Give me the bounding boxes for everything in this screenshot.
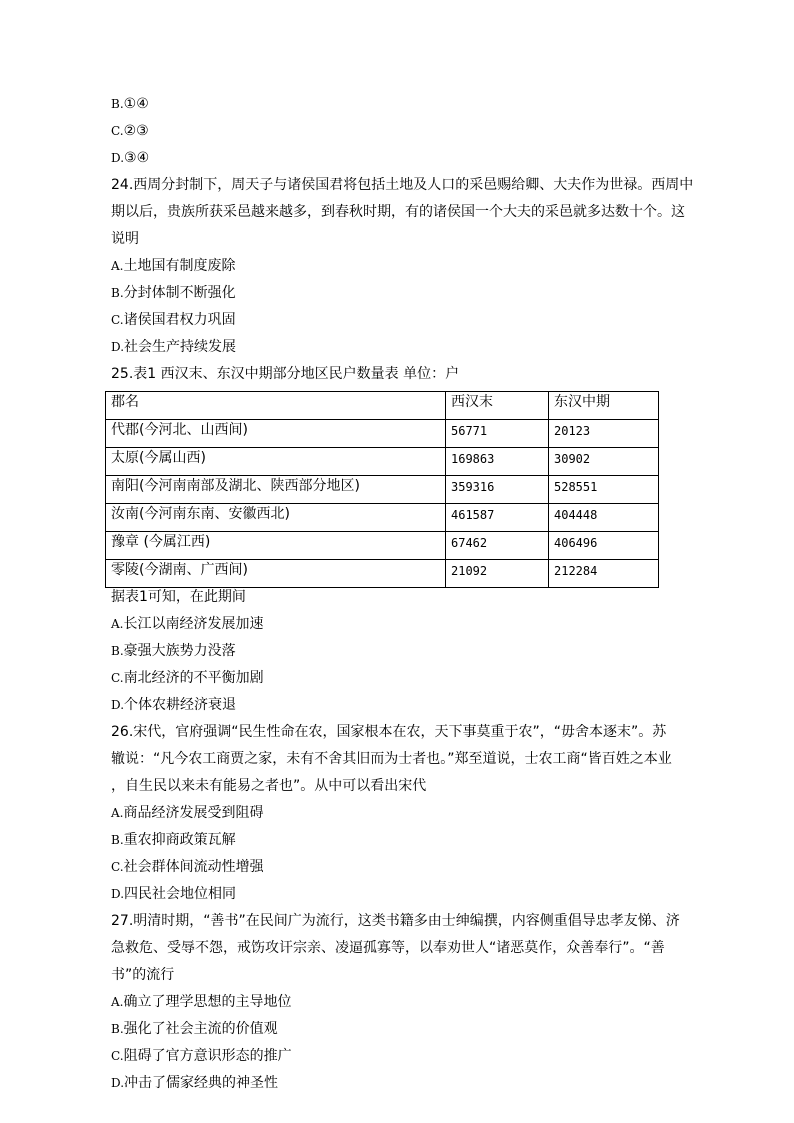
- q27-stem-line-1: 27.明清时期，“善书”在民间广为流行，这类书籍多由士绅编撰，内容侧重倡导忠孝友悌、济: [111, 913, 680, 929]
- table-cell-value: 30902: [549, 448, 659, 476]
- q25-option-d: D.个体农耕经济衰退: [111, 697, 237, 713]
- table-cell-name: 汝南(今河南东南、安徽西北): [106, 504, 446, 532]
- table-cell-value: 212284: [549, 560, 659, 588]
- table-header-cell: 东汉中期: [549, 392, 659, 420]
- q25-question: 据表1可知，在此期间: [111, 589, 246, 605]
- q27-stem-line-2: 急救危、受辱不怨，戒饬攻讦宗亲、凌逼孤寡等，以奉劝世人“诸恶莫作，众善奉行”。“善: [111, 940, 665, 956]
- table-header-cell: 西汉末: [446, 392, 549, 420]
- table-cell-name: 豫章 (今属江西): [106, 532, 446, 560]
- table-header-row: [106, 392, 659, 420]
- table-cell-name: 太原(今属山西): [106, 448, 446, 476]
- q26-option-b: B.重农抑商政策瓦解: [111, 832, 236, 848]
- table-cell-value: 67462: [446, 532, 549, 560]
- q24-option-c: C.诸侯国君权力巩固: [111, 312, 236, 328]
- q24-option-d: D.社会生产持续发展: [111, 339, 237, 355]
- q23-option-d: D.③④: [111, 150, 150, 166]
- q26-option-c: C.社会群体间流动性增强: [111, 859, 264, 875]
- q24-option-a: A.土地国有制度废除: [111, 258, 236, 274]
- table-cell-name: 南阳(今河南南部及湖北、陕西部分地区): [106, 476, 446, 504]
- table-cell-value: 169863: [446, 448, 549, 476]
- q24-stem-line-3: 说明: [111, 231, 139, 247]
- q27-option-b: B.强化了社会主流的价值观: [111, 1021, 278, 1037]
- household-table: [105, 391, 659, 588]
- table-cell-name: 代郡(今河北、山西间): [106, 420, 446, 448]
- q25-option-c: C.南北经济的不平衡加剧: [111, 670, 264, 686]
- table-cell-value: 56771: [446, 420, 549, 448]
- table-cell-value: 461587: [446, 504, 549, 532]
- q26-stem-line-2: 辙说：“凡今农工商贾之家，未有不舍其旧而为士者也。”郑至道说，士农工商“皆百姓之本业: [111, 751, 672, 767]
- table-row: [106, 532, 659, 560]
- q24-stem-line-2: 期以后，贵族所获采邑越来越多，到春秋时期，有的诸侯国一个大夫的采邑就多达数十个。这: [111, 204, 685, 220]
- table-cell-value: 21092: [446, 560, 549, 588]
- q26-option-d: D.四民社会地位相同: [111, 886, 237, 902]
- table-row: [106, 448, 659, 476]
- table-cell-name: 零陵(今湖南、广西间): [106, 560, 446, 588]
- table-cell-value: 406496: [549, 532, 659, 560]
- table-row: [106, 476, 659, 504]
- q27-option-c: C.阻碍了官方意识形态的推广: [111, 1048, 292, 1064]
- q27-option-d: D.冲击了儒家经典的神圣性: [111, 1075, 279, 1091]
- q23-option-c: C.②③: [111, 123, 149, 139]
- q23-option-b: B.①④: [111, 96, 149, 112]
- q25-option-b: B.豪强大族势力没落: [111, 643, 236, 659]
- q25-option-a: A.长江以南经济发展加速: [111, 616, 264, 632]
- table-cell-value: 20123: [549, 420, 659, 448]
- table-header-cell: 郡名: [106, 392, 446, 420]
- q27-option-a: A.确立了理学思想的主导地位: [111, 994, 292, 1010]
- table-cell-value: 528551: [549, 476, 659, 504]
- table-row: [106, 504, 659, 532]
- q24-option-b: B.分封体制不断强化: [111, 285, 236, 301]
- q25-caption: 25.表1 西汉末、东汉中期部分地区民户数量表 单位：户: [111, 366, 460, 382]
- table-row: [106, 560, 659, 588]
- table-cell-value: 359316: [446, 476, 549, 504]
- table-cell-value: 404448: [549, 504, 659, 532]
- q26-stem-line-1: 26.宋代，官府强调“民生性命在农，国家根本在农，天下事莫重于农”，“毋舍本逐末”。苏: [111, 724, 667, 740]
- q27-stem-line-3: 书”的流行: [111, 967, 175, 983]
- table-row: [106, 420, 659, 448]
- q26-stem-line-3: ，自生民以来未有能易之者也”。从中可以看出宋代: [111, 778, 427, 794]
- q26-option-a: A.商品经济发展受到阻碍: [111, 805, 264, 821]
- q24-stem-line-1: 24.西周分封制下，周天子与诸侯国君将包括土地及人口的采邑赐给卿、大夫作为世禄。西周中: [111, 177, 694, 193]
